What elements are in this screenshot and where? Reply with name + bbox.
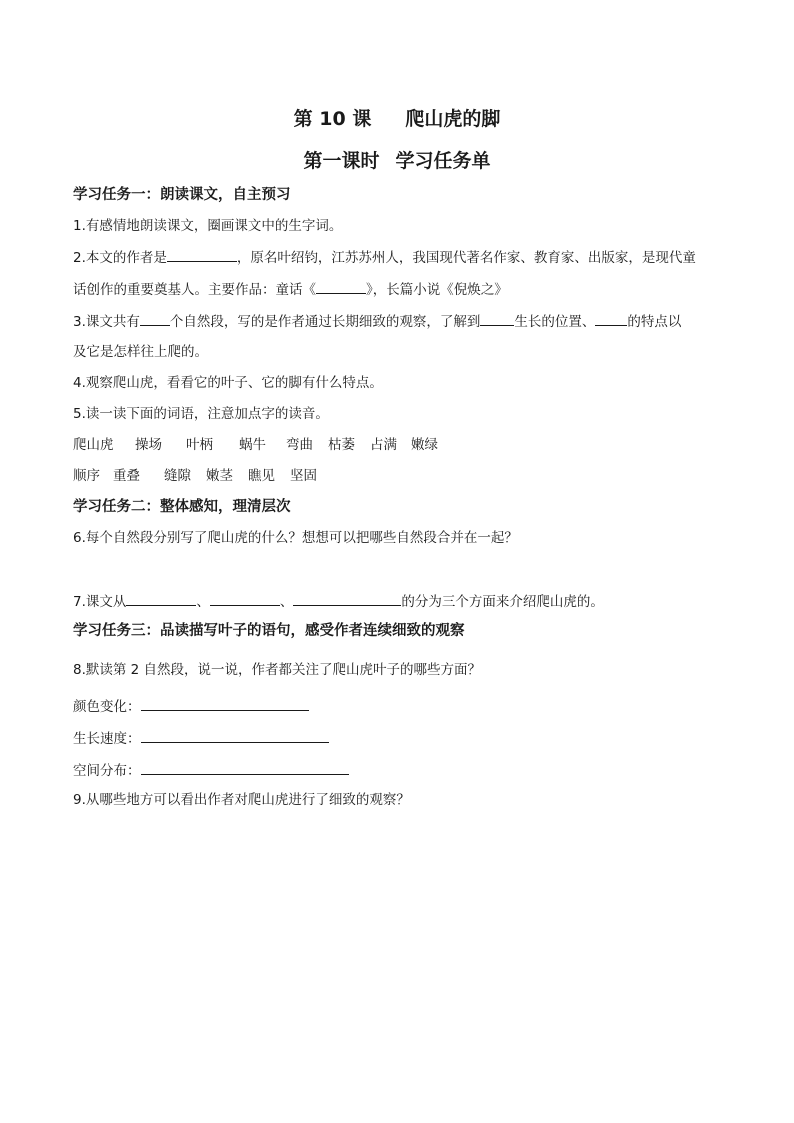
color-change-blank[interactable] [141, 696, 309, 711]
color-change-field [73, 696, 309, 717]
word-item: 蜗牛 [239, 437, 266, 453]
word-list-row-1 [73, 435, 438, 455]
question-3-part-d: 的特点以 [627, 314, 682, 330]
word-item: 缝隙 [164, 468, 191, 484]
question-7-part-b: 的分为三个方面来介绍爬山虎的。 [401, 594, 604, 610]
lesson-name: 爬山虎的脚 [405, 108, 501, 130]
growth-speed-blank[interactable] [141, 728, 329, 743]
lesson-title [0, 104, 794, 131]
question-1: 1.有感情地朗读课文，圈画课文中的生字词。 [73, 218, 343, 234]
question-2 [73, 247, 696, 268]
separator: 、 [196, 594, 210, 610]
question-3-part-c: 生长的位置、 [514, 314, 596, 330]
field-label: 颜色变化： [73, 699, 141, 715]
task1-heading: 学习任务一：朗读课文，自主预习 [73, 187, 291, 203]
field-label: 空间分布： [73, 763, 141, 779]
word-item: 枯萎 [328, 437, 355, 453]
question-2-cont [73, 279, 508, 300]
question-2-part-d: 》，长篇小说《倪焕之》 [366, 282, 508, 298]
author-blank[interactable] [167, 247, 237, 262]
growth-blank[interactable] [480, 311, 514, 326]
question-3-part-b: 个自然段，写的是作者通过长期细致的观察，了解到 [169, 314, 481, 330]
question-5: 5.读一读下面的词语，注意加点字的读音。 [73, 406, 329, 422]
question-9: 9.从哪些地方可以看出作者对爬山虎进行了细致的观察？ [73, 792, 410, 808]
aspect-blank-2[interactable] [210, 591, 280, 606]
word-item: 操场 [135, 437, 162, 453]
question-8: 8.默读第 2 自然段，说一说，作者都关注了爬山虎叶子的哪些方面？ [73, 662, 482, 678]
question-2-part-c: 话创作的重要奠基人。主要作品：童话《 [73, 282, 316, 298]
word-item: 嫩茎 [206, 468, 233, 484]
separator: 、 [279, 594, 294, 610]
worksheet-name: 学习任务单 [395, 150, 491, 172]
class-period: 第一课时 [303, 150, 380, 172]
question-7-part-a: 7.课文从 [73, 594, 127, 610]
lesson-subtitle [0, 146, 794, 173]
question-6: 6.每个自然段分别写了爬山虎的什么？想想可以把哪些自然段合并在一起？ [73, 530, 518, 546]
word-item: 弯曲 [286, 437, 313, 453]
word-item: 顺序 [73, 468, 100, 484]
question-3 [73, 311, 681, 332]
growth-speed-field [73, 728, 329, 749]
lesson-number: 第 10 课 [293, 108, 372, 130]
paragraph-count-blank[interactable] [140, 311, 170, 326]
fairy-tale-blank[interactable] [316, 279, 366, 294]
field-label: 生长速度： [73, 731, 141, 747]
word-item: 重叠 [113, 468, 140, 484]
word-item: 坚固 [290, 468, 317, 484]
question-2-part-a: 2.本文的作者是 [73, 250, 167, 266]
aspect-blank-1[interactable] [126, 591, 196, 606]
aspect-blank-3[interactable] [293, 591, 401, 606]
task2-heading: 学习任务二：整体感知，理清层次 [73, 499, 291, 515]
question-7 [73, 591, 604, 612]
word-list-row-2 [73, 466, 317, 486]
task3-heading: 学习任务三：品读描写叶子的语句，感受作者连续细致的观察 [73, 623, 465, 639]
word-item: 嫩绿 [411, 437, 438, 453]
question-2-part-b: ，原名叶绍钧，江苏苏州人，我国现代著名作家、教育家、出版家，是现代童 [236, 250, 696, 266]
word-item: 占满 [370, 437, 397, 453]
word-item: 爬山虎 [73, 437, 114, 453]
question-4: 4.观察爬山虎，看看它的叶子、它的脚有什么特点。 [73, 375, 383, 391]
question-3-part-a: 3.课文共有 [73, 314, 140, 330]
spatial-distribution-field [73, 760, 349, 781]
word-item: 叶柄 [186, 437, 213, 453]
question-3-cont: 及它是怎样往上爬的。 [73, 344, 208, 360]
feature-blank[interactable] [595, 311, 627, 326]
spatial-distribution-blank[interactable] [141, 760, 349, 775]
word-item: 瞧见 [248, 468, 275, 484]
